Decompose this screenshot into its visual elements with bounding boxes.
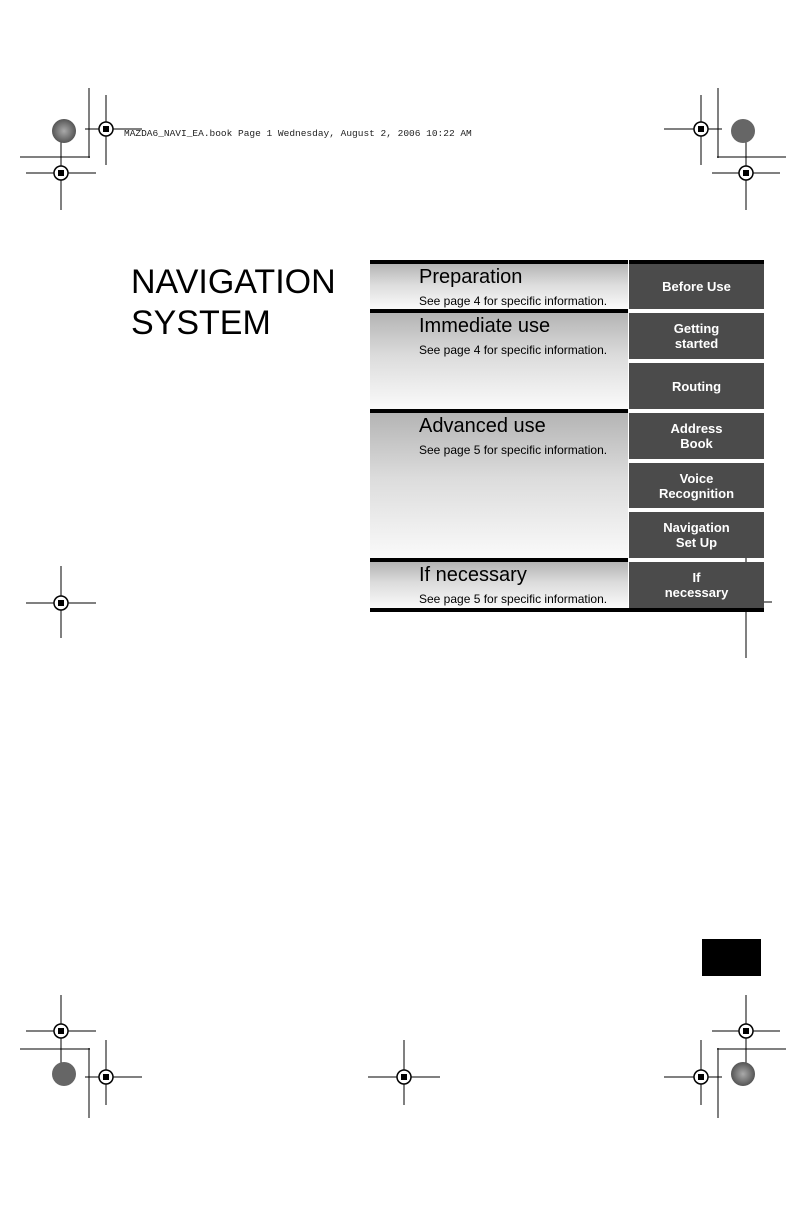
tab-before-use[interactable]: Before Use (629, 264, 764, 309)
section-advanced-use[interactable] (370, 409, 628, 558)
page-title (131, 262, 336, 344)
print-header: MAZDA6_NAVI_EA.book Page 1 Wednesday, August 2, 2006 10:22 AM (124, 128, 472, 139)
section-if-necessary[interactable] (370, 558, 628, 608)
tab-routing[interactable]: Routing (629, 363, 764, 409)
section-title: Immediate use (419, 315, 551, 337)
section-title: If necessary (419, 564, 527, 586)
section-title: Preparation (419, 266, 523, 288)
tab-address-book[interactable]: Address Book (629, 413, 764, 459)
tab-getting-started[interactable]: Getting started (629, 313, 764, 359)
tab-if-necessary[interactable]: If necessary (629, 562, 764, 608)
section-title: Advanced use (419, 415, 546, 437)
title-line-1: NAVIGATION (131, 263, 336, 301)
title-line-2: SYSTEM (131, 304, 271, 342)
tab-voice-recognition[interactable]: Voice Recognition (629, 463, 764, 508)
section-immediate-use[interactable] (370, 309, 628, 409)
section-page-ref: See page 4 for specific information. (419, 294, 608, 308)
toc-bottom-rule (370, 608, 764, 612)
section-page-ref: See page 4 for specific information. (419, 343, 608, 357)
section-preparation[interactable] (370, 260, 628, 309)
page-tab-marker (702, 939, 761, 976)
tab-navigation-set-up[interactable]: Navigation Set Up (629, 512, 764, 558)
section-page-ref: See page 5 for specific information. (419, 592, 608, 606)
section-page-ref: See page 5 for specific information. (419, 443, 608, 457)
